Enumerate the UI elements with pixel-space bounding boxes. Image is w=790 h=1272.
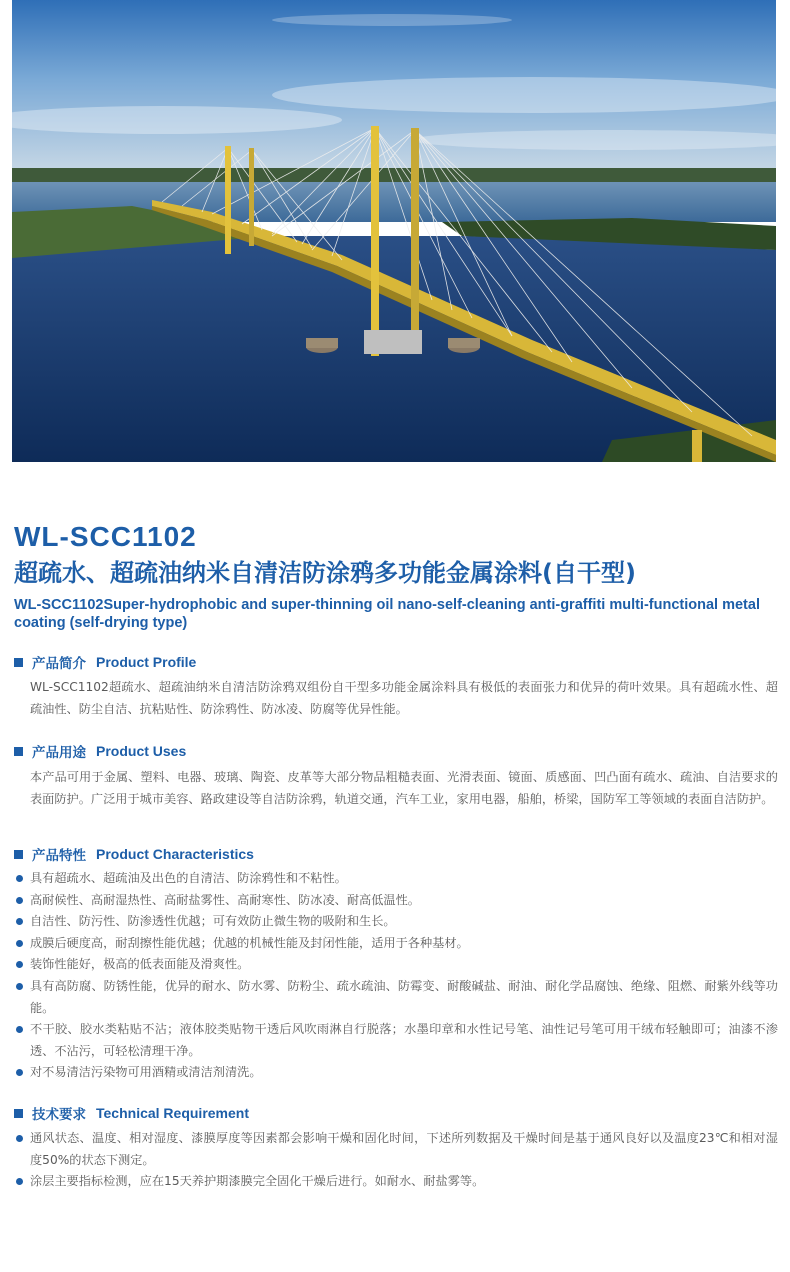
section-title-cn: 技术要求 bbox=[32, 1107, 86, 1123]
profile-text: WL-SCC1102超疏水、超疏油纳米自清洁防涂鸦双组份自干型多功能金属涂料具有极低的表面张力和优异的荷叶效果。具有超疏水性、超疏油性、防尘自洁、抗粘贴性、防涂鸦性、防冰凌、防腐等优异性能。 bbox=[30, 680, 778, 716]
list-item: 涂层主要指标检测，应在15天养护期漆膜完全固化干燥后进行。如耐水、耐盐雾等。 bbox=[14, 1171, 778, 1193]
uses-text: 本产品可用于金属、塑料、电器、玻璃、陶瓷、皮革等大部分物品粗糙表面、光滑表面、镜面、质感面、凹凸面有疏水、疏油、自洁要求的表面防护。广泛用于城市美容、路政建设等自洁防涂鸦，轨道交通，汽车工业，家用电器，船舶，桥梁，国防军工等领域的表面自洁防护。 bbox=[30, 770, 778, 806]
section-title-en: Technical Requirement bbox=[96, 1105, 250, 1121]
characteristics-list bbox=[14, 868, 778, 1084]
bullet-dot-icon bbox=[16, 1069, 23, 1076]
square-bullet-icon bbox=[14, 747, 23, 756]
list-item: 具有超疏水、超疏油及出色的自清洁、防涂鸦性和不粘性。 bbox=[14, 868, 778, 890]
bullet-dot-icon bbox=[16, 875, 23, 882]
list-item: 对不易清洁污染物可用酒精或清洁剂清洗。 bbox=[14, 1062, 778, 1084]
bullet-dot-icon bbox=[16, 897, 23, 904]
bullet-dot-icon bbox=[16, 983, 23, 990]
product-title-cn: 超疏水、超疏油纳米自清洁防涂鸦多功能金属涂料(自干型) bbox=[14, 559, 636, 587]
section-heading-characteristics bbox=[14, 844, 254, 864]
list-item: 不干胶、胶水类粘贴不沾；液体胶类贴物干透后风吹雨淋自行脱落；水墨印章和水性记号笔、油性记号笔可用干绒布轻触即可；油漆不渗透、不沾污，可轻松清理干净。 bbox=[14, 1019, 778, 1062]
bullet-dot-icon bbox=[16, 918, 23, 925]
bullet-dot-icon bbox=[16, 1026, 23, 1033]
section-title-cn: 产品特性 bbox=[32, 848, 86, 864]
list-item: 成膜后硬度高，耐刮擦性能优越；优越的机械性能及封闭性能，适用于各种基材。 bbox=[14, 933, 778, 955]
bullet-dot-icon bbox=[16, 940, 23, 947]
list-item: 具有高防腐、防锈性能，优异的耐水、防水雾、防粉尘、疏水疏油、防霉变、耐酸碱盐、耐油、耐化学品腐蚀、绝缘、阻燃、耐紫外线等功能。 bbox=[14, 976, 778, 1019]
product-title-en: WL-SCC1102Super-hydrophobic and super-thinning oil nano-self-cleaning anti-graffiti multi-functional metal coating (self-drying type) bbox=[14, 597, 760, 631]
list-item: 自洁性、防污性、防渗透性优越；可有效防止微生物的吸附和生长。 bbox=[14, 911, 778, 933]
bullet-dot-icon bbox=[16, 1178, 23, 1185]
list-item: 高耐候性、高耐湿热性、高耐盐雾性、高耐寒性、防冰凌、耐高低温性。 bbox=[14, 890, 778, 912]
square-bullet-icon bbox=[14, 850, 23, 859]
product-model: WL-SCC1102 bbox=[14, 521, 197, 552]
section-title-en: Product Profile bbox=[96, 654, 197, 670]
section-title-en: Product Uses bbox=[96, 743, 187, 759]
title-block bbox=[14, 520, 778, 632]
hero-bridge-image bbox=[12, 0, 776, 462]
section-title-en: Product Characteristics bbox=[96, 846, 254, 862]
section-title-cn: 产品用途 bbox=[32, 745, 86, 761]
cable-stayed-bridge-photo bbox=[12, 0, 776, 462]
section-heading-profile bbox=[14, 652, 196, 672]
list-item: 通风状态、温度、相对湿度、漆膜厚度等因素都会影响干燥和固化时间，下述所列数据及干燥时间是基于通风良好以及温度23℃和相对湿度50%的状态下测定。 bbox=[14, 1128, 778, 1171]
bullet-dot-icon bbox=[16, 961, 23, 968]
list-item: 装饰性能好，极高的低表面能及滑爽性。 bbox=[14, 954, 778, 976]
section-heading-technical bbox=[14, 1103, 249, 1123]
square-bullet-icon bbox=[14, 658, 23, 667]
section-title-cn: 产品简介 bbox=[32, 656, 86, 672]
technical-list bbox=[14, 1128, 778, 1193]
square-bullet-icon bbox=[14, 1109, 23, 1118]
bullet-dot-icon bbox=[16, 1135, 23, 1142]
section-heading-uses bbox=[14, 741, 186, 761]
